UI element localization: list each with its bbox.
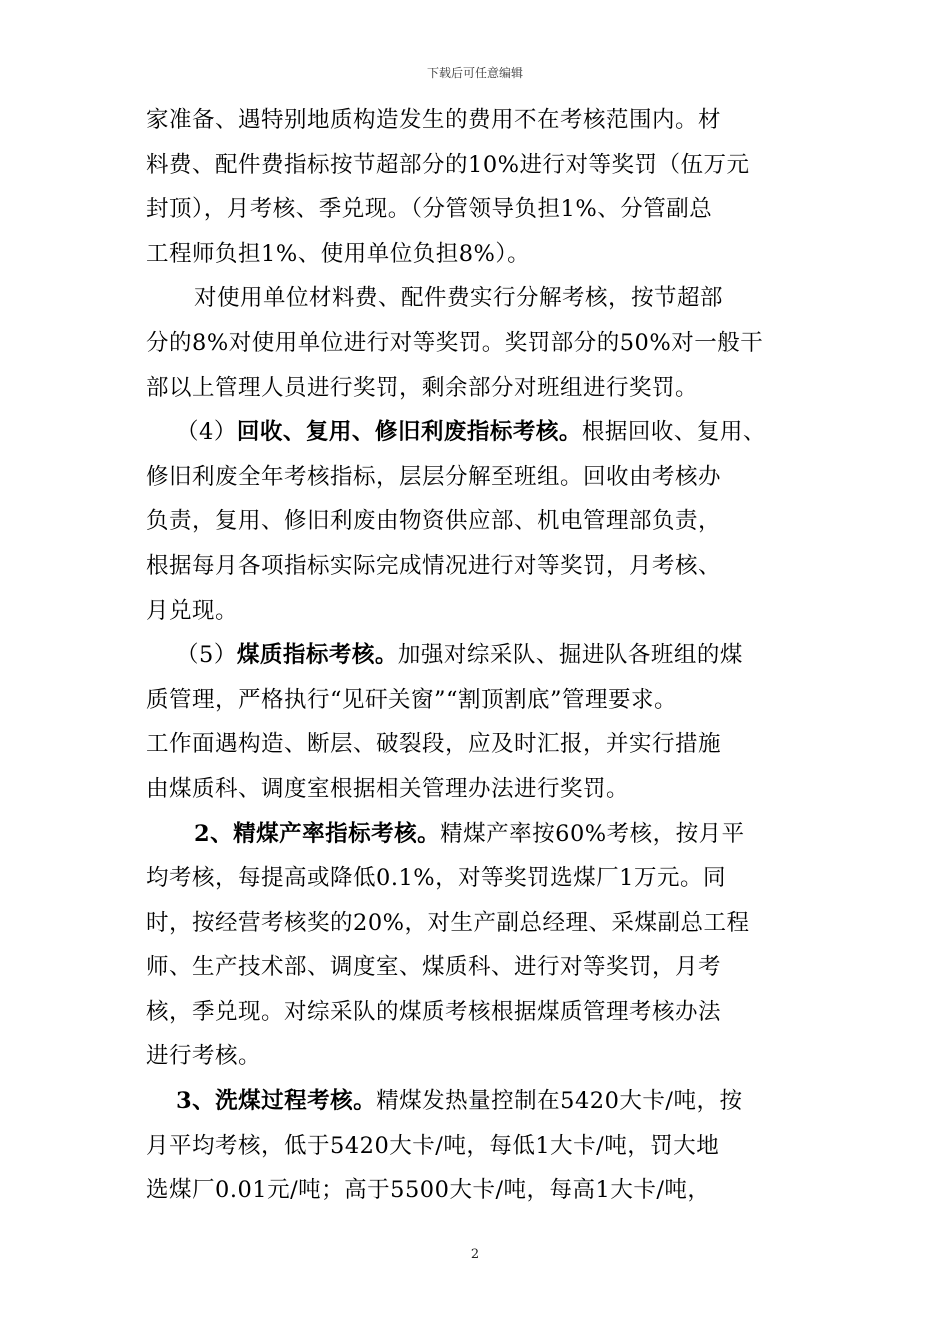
text-line: 封顶），月考核、季兑现。（分管领导负担1%、分管副总 [146, 196, 713, 223]
text-line: 进行考核。 [146, 1043, 262, 1070]
text-line [146, 633, 814, 678]
paragraph-coal-quality [146, 633, 814, 811]
item-prefix: （5） [176, 642, 237, 669]
section-heading: 2、精煤产率指标考核。 [194, 820, 441, 847]
text-run: 加强对综采队、掘进队各班组的煤 [397, 642, 743, 669]
text-line: 料费、配件费指标按节超部分的10%进行对等奖罚（伍万元 [146, 151, 750, 178]
text-run: 根据回收、复用、 [581, 419, 766, 446]
text-line: 师、生产技术部、调度室、煤质科、进行对等奖罚，月考 [146, 954, 722, 981]
section-heading: 煤质指标考核。 [236, 642, 398, 669]
body-text [146, 98, 814, 1213]
text-line: 工程师负担1%、使用单位负担8%）。 [146, 240, 531, 267]
text-line: 负责，复用、修旧利废由物资供应部、机电管理部负责， [146, 508, 722, 535]
text-line: 修旧利废全年考核指标，层层分解至班组。回收由考核办 [146, 463, 722, 490]
text-line: 部以上管理人员进行奖罚，剩余部分对班组进行奖罚。 [146, 374, 699, 401]
text-line [146, 410, 814, 455]
text-line: 月兑现。 [146, 597, 239, 624]
section-heading: 回收、复用、修旧利废指标考核。 [236, 419, 582, 446]
text-line: 对使用单位材料费、配件费实行分解考核，按节超部 [194, 285, 724, 312]
text-line [146, 1079, 814, 1124]
text-line: 工作面遇构造、断层、破裂段，应及时汇报，并实行措施 [146, 731, 722, 758]
paragraph-recycling [146, 410, 814, 633]
text-line: 选煤厂0.01元/吨；高于5500大卡/吨，每高1大卡/吨， [146, 1177, 711, 1204]
item-prefix: （4） [176, 419, 237, 446]
text-line: 时，按经营考核奖的20%，对生产副总经理、采煤副总工程 [146, 909, 750, 936]
text-run: 精煤产率按60%考核，按月平 [440, 820, 745, 847]
text-run: 精煤发热量控制在5420大卡/吨，按 [376, 1088, 743, 1115]
section-heading: 3、洗煤过程考核。 [176, 1088, 377, 1115]
text-line [146, 812, 814, 857]
paragraph-washing-process [146, 1079, 814, 1213]
text-line: 家准备、遇特别地质构造发生的费用不在考核范围内。材 [146, 107, 722, 133]
text-line: 月平均考核，低于5420大卡/吨，每低1大卡/吨，罚大地 [146, 1132, 720, 1159]
text-line: 由煤质科、调度室根据相关管理办法进行奖罚。 [146, 775, 630, 802]
text-line: 分的8%对使用单位进行对等奖罚。奖罚部分的50%对一般干 [146, 329, 764, 356]
text-line: 根据每月各项指标实际完成情况进行对等奖罚，月考核、 [146, 552, 722, 579]
paragraph-clean-coal-yield [146, 812, 814, 1080]
paragraph-unit-breakdown [146, 276, 814, 410]
paragraph-materials-cost [146, 98, 814, 276]
page-header: 下载后可任意编辑 [426, 66, 523, 80]
page-number: 2 [470, 1247, 480, 1262]
text-line: 质管理，严格执行“见矸关窗”“割顶割底”管理要求。 [146, 686, 678, 713]
text-line: 均考核，每提高或降低0.1%，对等奖罚选煤厂1万元。同 [146, 865, 726, 892]
text-line: 核，季兑现。对综采队的煤质考核根据煤质管理考核办法 [146, 998, 722, 1025]
